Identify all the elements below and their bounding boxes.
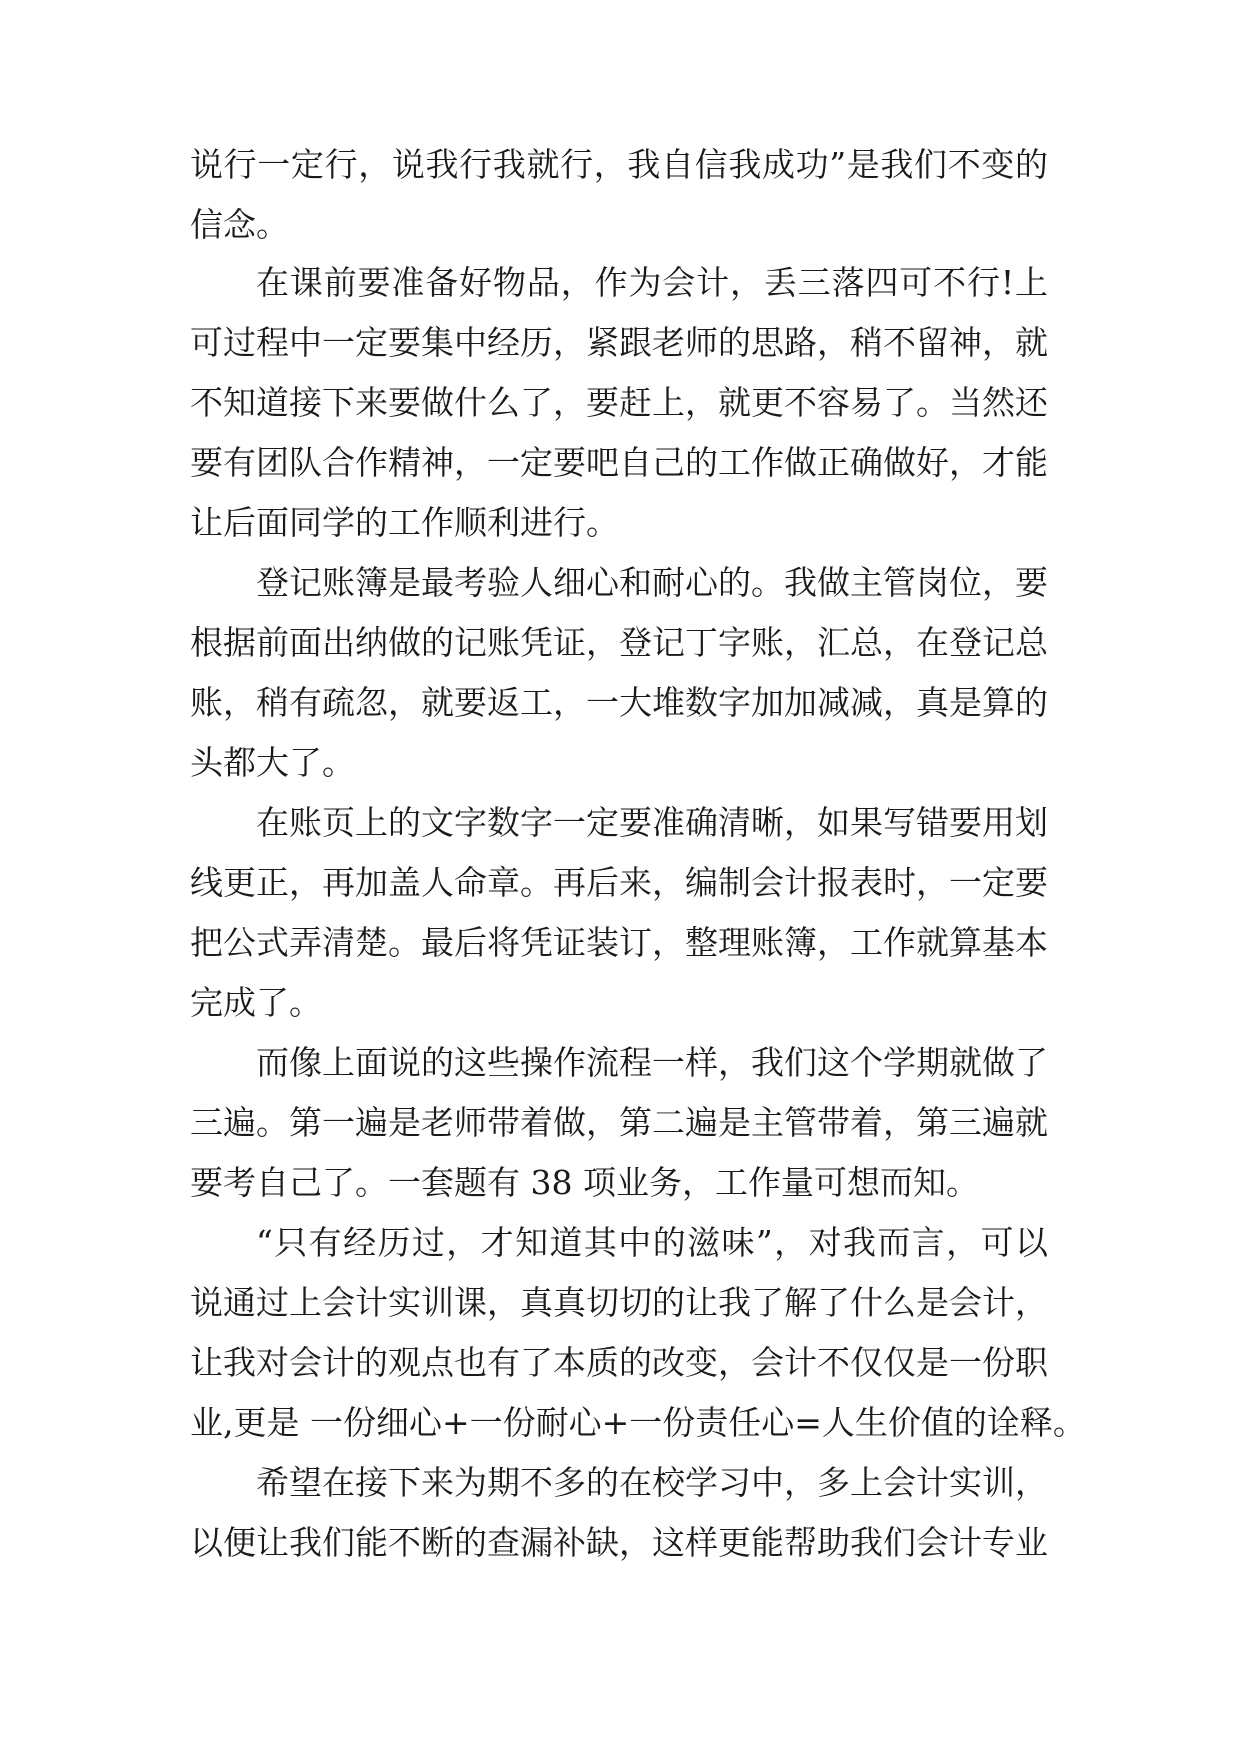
text-line-content: 三遍。第一遍是老师带着做，第二遍是主管带着，第三遍就 — [190, 1103, 1048, 1142]
text-line — [0, 853, 1241, 913]
paragraph-first-line — [0, 1213, 1241, 1273]
text-line-content: 在课前要准备好物品，作为会计，丢三落四可不行!上 — [256, 263, 1048, 302]
text-line — [0, 973, 1241, 1033]
text-line — [0, 1093, 1241, 1153]
text-line-content: 而像上面说的这些操作流程一样，我们这个学期就做了 — [256, 1043, 1048, 1082]
text-line — [0, 733, 1241, 793]
text-line-content: 可过程中一定要集中经历，紧跟老师的思路，稍不留神，就 — [190, 323, 1048, 362]
text-line-content: 说通过上会计实训课，真真切切的让我了解了什么是会计， — [190, 1283, 1048, 1322]
paragraph-first-line — [0, 553, 1241, 613]
text-line-content: 根据前面出纳做的记账凭证，登记丁字账，汇总，在登记总 — [190, 623, 1048, 662]
text-line-content: 信念。 — [190, 205, 289, 244]
text-line-content: “只有经历过，才知道其中的滋味”，对我而言，可以 — [256, 1223, 1048, 1262]
text-line-content: 说行一定行，说我行我就行，我自信我成功”是我们不变的 — [190, 145, 1048, 184]
text-line-content: 要有团队合作精神，一定要吧自己的工作做正确做好，才能 — [190, 443, 1048, 482]
text-line — [0, 1513, 1241, 1573]
text-line-content: 登记账簿是最考验人细心和耐心的。我做主管岗位，要 — [256, 563, 1048, 602]
text-line-content: 希望在接下来为期不多的在校学习中，多上会计实训， — [256, 1463, 1048, 1502]
text-line-content: 账，稍有疏忽，就要返工，一大堆数字加加减减，真是算的 — [190, 683, 1048, 722]
text-line-content: 以便让我们能不断的查漏补缺，这样更能帮助我们会计专业 — [190, 1523, 1048, 1562]
text-line — [0, 673, 1241, 733]
paragraph-first-line — [0, 1033, 1241, 1093]
text-line — [0, 1333, 1241, 1393]
text-line-content: 头都大了。 — [190, 743, 355, 782]
text-line-content: 完成了。 — [190, 983, 322, 1022]
paragraph-first-line — [0, 793, 1241, 853]
text-line-content: 业,更是 一份细心+一份耐心+一份责任心=人生价值的诠释。 — [190, 1403, 1086, 1442]
text-line-content: 要考自己了。一套题有 38 项业务，工作量可想而知。 — [190, 1163, 979, 1202]
text-line — [0, 1393, 1241, 1453]
text-line — [0, 613, 1241, 673]
text-line-content: 让后面同学的工作顺利进行。 — [190, 503, 619, 542]
text-line-content: 在账页上的文字数字一定要准确清晰，如果写错要用划 — [256, 803, 1048, 842]
text-line-content: 不知道接下来要做什么了，要赶上，就更不容易了。当然还 — [190, 383, 1048, 422]
text-line — [0, 1273, 1241, 1333]
text-line — [0, 313, 1241, 373]
text-line — [0, 493, 1241, 553]
text-line — [0, 1153, 1241, 1213]
text-line-content: 把公式弄清楚。最后将凭证装订，整理账簿，工作就算基本 — [190, 923, 1048, 962]
paragraph-first-line — [0, 1453, 1241, 1513]
text-line — [0, 433, 1241, 493]
text-line — [0, 913, 1241, 973]
text-line — [0, 373, 1241, 433]
text-line-content: 线更正，再加盖人命章。再后来，编制会计报表时，一定要 — [190, 863, 1048, 902]
text-line — [0, 195, 1241, 255]
paragraph-first-line — [0, 253, 1241, 313]
text-line — [0, 135, 1241, 195]
text-line-content: 让我对会计的观点也有了本质的改变，会计不仅仅是一份职 — [190, 1343, 1048, 1382]
